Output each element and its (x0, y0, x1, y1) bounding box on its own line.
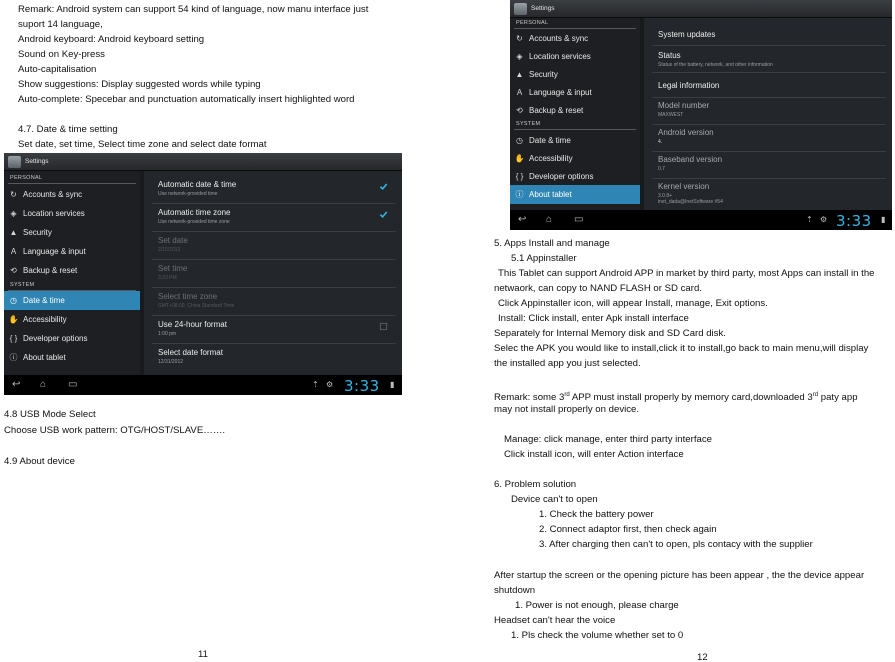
hand-icon: ✋ (514, 154, 525, 163)
subsection-heading: 5.1 Appinstaller (511, 253, 577, 264)
settings-app-icon (8, 156, 21, 168)
system-nav-bar (4, 375, 402, 395)
settings-sidebar (4, 171, 140, 375)
info-kernel-version (644, 181, 892, 211)
list-item: 1. Check the battery power (539, 509, 654, 520)
sync-icon: ↻ (516, 34, 523, 43)
text-line: netwaork, can copy to NAND FLASH or SD card. (494, 283, 702, 294)
section-heading: 6. Problem solution (494, 479, 577, 490)
app-title: Settings (25, 158, 49, 165)
sidebar-item-backup[interactable] (4, 261, 140, 280)
sidebar-item-security[interactable] (4, 223, 140, 242)
sidebar-item-security[interactable] (510, 65, 640, 84)
sidebar-item-label: Accessibility (529, 154, 573, 163)
text-line: the installed app you just selected. (494, 358, 641, 369)
text-line: Android keyboard: Android keyboard setting (18, 34, 205, 45)
sidebar-item-label: Location services (23, 209, 85, 218)
battery-icon: ▮ (881, 215, 886, 224)
backup-icon: ⟲ (516, 106, 523, 115)
setting-title: Select time zone (158, 292, 218, 301)
sidebar-item-language[interactable] (4, 242, 140, 261)
clock-icon: ◷ (10, 296, 17, 305)
section-heading: 4.8 USB Mode Select (4, 409, 96, 420)
text-line: Headset can't hear the voice (494, 615, 616, 626)
info-android-version (644, 127, 892, 153)
setting-title: Status (658, 51, 681, 60)
sidebar-item-label: Developer options (529, 172, 594, 181)
sidebar-item-label: Language & input (529, 88, 592, 97)
setting-24-hour-format[interactable] (144, 319, 402, 345)
system-nav-bar (510, 210, 892, 230)
info-icon: ⓘ (515, 190, 524, 199)
page-11 (0, 0, 440, 662)
text-line: Show suggestions: Display suggested words while typing (18, 79, 261, 90)
sidebar-item-label: Location services (529, 52, 591, 61)
backup-icon: ⟲ (10, 266, 17, 275)
text-line: Click Appinstaller icon, will appear Install, manage, Exit options. (498, 298, 768, 309)
sidebar-item-location[interactable] (4, 204, 140, 223)
checkbox-unchecked[interactable] (379, 322, 388, 331)
sidebar-item-label: Accounts & sync (529, 34, 589, 43)
settings-sidebar (510, 18, 640, 210)
sidebar-item-label: Security (529, 70, 558, 79)
info-title: Model number (658, 101, 710, 110)
setting-title: Set date (158, 236, 188, 245)
section-heading: 4.9 About device (4, 456, 75, 467)
text-line: suport 14 language, (18, 19, 103, 30)
page-number: 11 (198, 649, 208, 660)
info-value: 3.0.8+ (658, 193, 673, 199)
home-icon[interactable]: ⌂ (546, 214, 553, 225)
sidebar-item-label: About tablet (529, 190, 572, 199)
remark-line: Remark: some 3rd APP must install properly by memory card,downloaded 3rd paty app (494, 392, 858, 404)
back-icon[interactable]: ↩ (12, 379, 21, 390)
sidebar-item-label: Language & input (23, 247, 86, 256)
usb-icon: ⇡ (806, 215, 813, 224)
lock-icon: ▲ (9, 228, 18, 237)
settings-app-icon (514, 3, 527, 15)
info-value: 0.7 (658, 166, 665, 172)
sidebar-item-accounts-sync[interactable] (4, 185, 140, 204)
setting-title: Automatic date & time (158, 180, 237, 189)
settings-content (644, 18, 892, 210)
battery-icon: ▮ (390, 380, 395, 389)
setting-status[interactable] (644, 48, 892, 74)
sidebar-item-label: About tablet (23, 353, 66, 362)
language-icon: A (10, 247, 17, 256)
page-12 (448, 0, 895, 662)
location-icon: ◈ (516, 52, 523, 61)
lock-icon: ▲ (515, 70, 524, 79)
checkbox-checked[interactable] (379, 182, 388, 191)
sidebar-item-label: Backup & reset (529, 106, 584, 115)
location-icon: ◈ (10, 209, 17, 218)
setting-set-date (144, 235, 402, 261)
info-model-number (644, 100, 892, 126)
sidebar-item-accessibility[interactable] (4, 310, 140, 329)
page-number: 12 (697, 652, 708, 662)
setting-title: Automatic time zone (158, 208, 231, 217)
language-icon: A (516, 88, 523, 97)
setting-summary: 3:33 PM (158, 275, 177, 281)
info-title: Android version (658, 128, 714, 137)
checkbox-checked[interactable] (379, 210, 388, 219)
setting-summary: 2/15/2012 (158, 247, 181, 253)
sidebar-item-date-time[interactable] (510, 131, 640, 150)
list-item: 1. Power is not enough, please charge (515, 600, 679, 611)
sidebar-item-label: Date & time (529, 136, 571, 145)
header-personal: PERSONAL (10, 175, 43, 181)
braces-icon: { } (515, 172, 524, 181)
text-line: This Tablet can support Android APP in market by third party, most Apps can install in the (498, 268, 875, 279)
text-line: Click install icon, will enter Action interface (504, 449, 684, 460)
sidebar-item-developer[interactable] (4, 329, 140, 348)
setting-automatic-date-time[interactable] (144, 179, 402, 205)
home-icon[interactable]: ⌂ (40, 379, 47, 390)
sidebar-item-accessibility[interactable] (510, 149, 640, 168)
header-personal: PERSONAL (516, 20, 549, 26)
setting-summary: Use network-provided time (158, 191, 218, 197)
info-value: MAXWEST (658, 112, 684, 118)
settings-status-icon: ⚙ (820, 215, 828, 224)
section-heading: 5. Apps Install and manage (494, 238, 610, 249)
settings-screenshot-date-time (4, 153, 402, 395)
action-bar (510, 0, 892, 18)
usb-icon: ⇡ (312, 380, 319, 389)
settings-status-icon: ⚙ (326, 380, 334, 389)
subsection-heading: Device can't to open (511, 494, 598, 505)
text-line: After startup the screen or the opening picture has been appear , the the device appear (494, 570, 865, 581)
header-system: SYSTEM (516, 121, 541, 127)
setting-legal-information[interactable] (644, 76, 892, 98)
sidebar-item-label: Developer options (23, 334, 88, 343)
info-baseband-version (644, 154, 892, 180)
braces-icon: { } (9, 334, 18, 343)
hand-icon: ✋ (8, 315, 19, 324)
info-value-detail: inet_dada@InetSoftware #54 (658, 199, 723, 205)
text-line: Auto-capitalisation (18, 64, 97, 75)
setting-set-time (144, 263, 402, 289)
text-line: Sound on Key-press (18, 49, 105, 60)
setting-title: Select date format (158, 348, 223, 357)
text-line: Set date, set time, Select time zone and select date format (18, 139, 267, 150)
info-icon: ⓘ (9, 353, 18, 362)
sidebar-item-label: Backup & reset (23, 266, 78, 275)
setting-date-format[interactable] (144, 347, 402, 373)
sidebar-item-about[interactable] (4, 348, 140, 367)
text-line: Separately for Internal Memory disk and SD Card disk. (494, 328, 726, 339)
recent-apps-icon[interactable]: ▭ (68, 379, 78, 390)
text-line: shutdown (494, 585, 536, 596)
info-title: Baseband version (658, 155, 723, 164)
info-title: Kernel version (658, 182, 710, 191)
text-line: Auto-complete: Specebar and punctuation automatically insert highlighted word (18, 94, 355, 105)
setting-automatic-time-zone[interactable] (144, 207, 402, 233)
list-item: 2. Connect adaptor first, then check again (539, 524, 717, 535)
sidebar-item-backup[interactable] (510, 101, 640, 120)
setting-summary: GMT+08:00, China Standard Time (158, 303, 235, 309)
sidebar-item-date-time[interactable] (4, 291, 140, 310)
setting-system-updates[interactable] (644, 24, 892, 46)
status-clock: 3:33 (344, 377, 380, 395)
action-bar (4, 153, 402, 171)
sidebar-item-label: Security (23, 228, 52, 237)
sidebar-item-label: Date & time (23, 296, 65, 305)
sidebar-item-about[interactable] (510, 185, 640, 204)
text-line: Manage: click manage, enter third party interface (504, 434, 712, 445)
setting-title: System updates (658, 30, 716, 39)
section-heading: 4.7. Date & time setting (18, 124, 118, 135)
setting-title: Legal information (658, 81, 720, 90)
setting-select-time-zone (144, 291, 402, 317)
recent-apps-icon[interactable]: ▭ (574, 214, 584, 225)
settings-screenshot-about-tablet (510, 0, 892, 230)
list-item: 3. After charging then can't to open, pls contacy with the supplier (539, 539, 813, 550)
list-item: 1. Pls check the volume whether set to 0 (511, 630, 684, 641)
info-value: 4. (658, 139, 663, 145)
sync-icon: ↻ (10, 190, 17, 199)
app-title: Settings (531, 5, 555, 12)
text-line: Install: Click install, enter Apk install interface (498, 313, 689, 324)
setting-summary: 12/31/2012 (158, 359, 184, 365)
sidebar-item-label: Accounts & sync (23, 190, 83, 199)
remark-line: may not install properly on device. (494, 404, 640, 415)
setting-summary: Use network-provided time zone (158, 219, 230, 225)
clock-icon: ◷ (516, 136, 523, 145)
sidebar-item-language[interactable] (510, 83, 640, 102)
text-line: Choose USB work pattern: OTG/HOST/SLAVE……. (4, 425, 226, 436)
sidebar-item-label: Accessibility (23, 315, 67, 324)
sidebar-item-accounts-sync[interactable] (510, 29, 640, 48)
setting-summary: 1:00 pm (158, 331, 177, 337)
sidebar-item-location[interactable] (510, 47, 640, 66)
setting-summary: Status of the battery, network, and other information (658, 62, 773, 68)
sidebar-item-developer[interactable] (510, 167, 640, 186)
text-line: Remark: Android system can support 54 kind of language, now manu interface just (18, 4, 369, 15)
back-icon[interactable]: ↩ (518, 214, 527, 225)
settings-content (144, 171, 402, 375)
setting-title: Use 24-hour format (158, 320, 227, 329)
text-line: Selec the APK you would like to install,click it to install,go back to main menu,will display (494, 343, 869, 354)
status-clock: 3:33 (836, 212, 872, 230)
setting-title: Set time (158, 264, 188, 273)
header-system: SYSTEM (10, 282, 35, 288)
